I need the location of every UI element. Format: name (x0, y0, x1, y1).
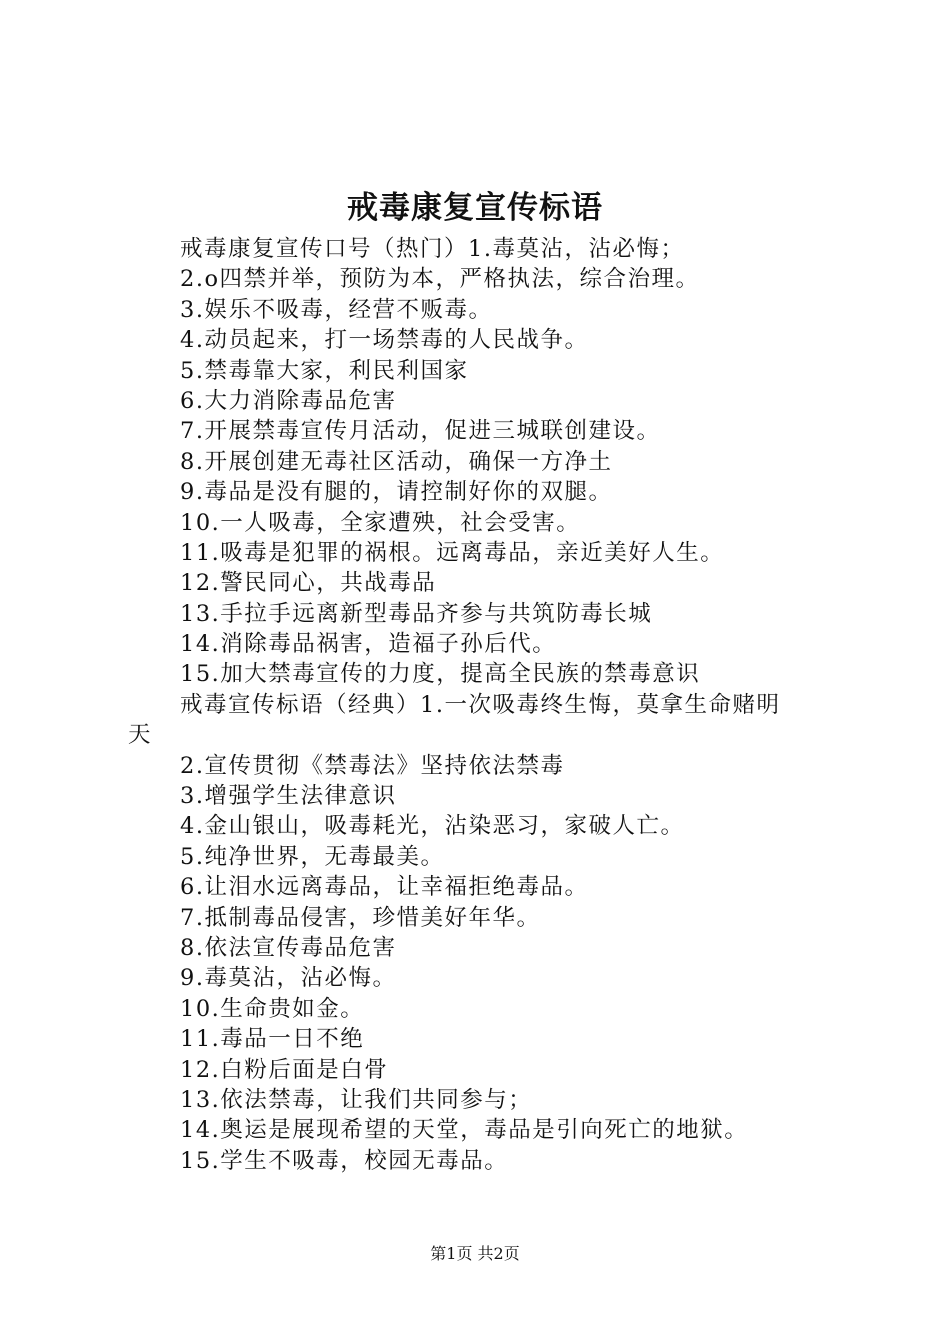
text-line: 7.开展禁毒宣传月活动，促进三城联创建设。 (180, 418, 661, 445)
text-line: 8.依法宣传毒品危害 (180, 934, 397, 961)
text-line: 12.警民同心，共战毒品 (180, 570, 437, 597)
text-line: 2.宣传贯彻《禁毒法》坚持依法禁毒 (180, 752, 565, 779)
text-line: 5.纯净世界，无毒最美。 (180, 843, 445, 870)
text-line: 14.奥运是展现希望的天堂，毒品是引向死亡的地狱。 (180, 1117, 749, 1144)
text-line: 3.娱乐不吸毒，经营不贩毒。 (180, 296, 493, 323)
text-line: 11.毒品一日不绝 (180, 1026, 365, 1053)
text-line: 2.o四禁并举，预防为本，严格执法，综合治理。 (180, 266, 700, 293)
text-line: 13.手拉手远离新型毒品齐参与共筑防毒长城 (180, 600, 653, 627)
text-line: 7.抵制毒品侵害，珍惜美好年华。 (180, 904, 541, 931)
text-line: 13.依法禁毒，让我们共同参与； (180, 1086, 533, 1113)
page-footer: 第1页 共2页 (430, 1244, 520, 1263)
text-line: 9.毒品是没有腿的，请控制好你的双腿。 (180, 479, 613, 506)
text-line: 4.动员起来，打一场禁毒的人民战争。 (180, 327, 589, 354)
text-line: 14.消除毒品祸害，造福子孙后代。 (180, 631, 557, 658)
text-line: 5.禁毒靠大家，利民利国家 (180, 357, 469, 384)
text-line: 15.学生不吸毒，校园无毒品。 (180, 1147, 509, 1174)
text-line: 戒毒宣传标语（经典）1.一次吸毒终生悔，莫拿生命赌明 (180, 691, 781, 718)
text-line: 9.毒莫沾，沾必悔。 (180, 965, 397, 992)
text-line: 3.增强学生法律意识 (180, 783, 397, 810)
text-line: 6.让泪水远离毒品，让幸福拒绝毒品。 (180, 874, 589, 901)
text-line: 6.大力消除毒品危害 (180, 387, 397, 414)
text-line: 8.开展创建无毒社区活动，确保一方净土 (180, 448, 613, 475)
text-line: 4.金山银山，吸毒耗光，沾染恶习，家破人亡。 (180, 813, 685, 840)
page-title: 戒毒康复宣传标语 (347, 190, 603, 226)
text-line: 10.生命贵如金。 (180, 995, 365, 1022)
text-line: 11.吸毒是犯罪的祸根。远离毒品，亲近美好人生。 (180, 539, 725, 566)
text-line: 12.白粉后面是白骨 (180, 1056, 389, 1083)
document-body (128, 234, 838, 1176)
text-line-continuation: 天 (128, 722, 153, 749)
text-line: 15.加大禁毒宣传的力度，提高全民族的禁毒意识 (180, 661, 701, 688)
text-line: 10.一人吸毒，全家遭殃，社会受害。 (180, 509, 581, 536)
text-line: 戒毒康复宣传口号（热门）1.毒莫沾，沾必悔； (180, 236, 685, 262)
